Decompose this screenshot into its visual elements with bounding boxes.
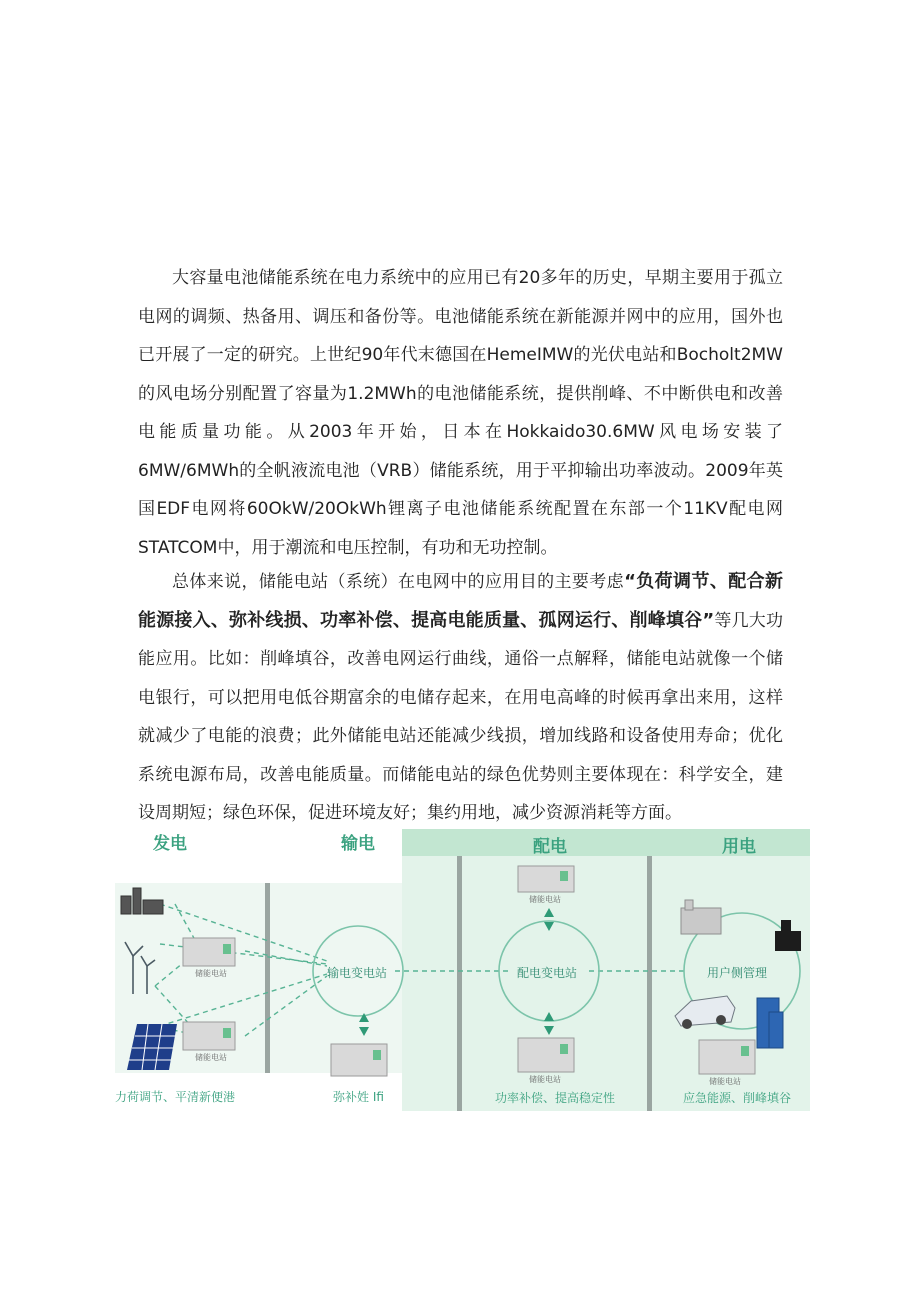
paragraph-summary-intro: 总体来说，储能电站（系统）在电网中的应用目的主要考虑 [172,572,625,592]
node-transmission-substation: 输电变电站 [327,966,388,980]
header-generation: 发电 [153,834,187,854]
storage-label: 储能电站 [195,969,227,978]
paragraph-summary-body: 等几大功能应用。比如：削峰填谷，改善电网运行曲线，通俗一点解释，储能电站就像一个储电银行，可以把用电低谷期富余的电储存起来，在用电高峰的时候再拿出来用，这样就减少了电能的浪费；此外储能电站还能减少线损，增加线路和设备使用寿命；优化系统电源布局，改善电能质量。而储能电站的绿色优势则主要体现在：科学安全，建设周期短；绿色环保，促进环境友好；集约用地，减少资源消耗等方面。 [138,610,784,823]
node-distribution-substation: 配电变电站 [517,966,578,980]
caption-generation: 力荷调节、平清新便港 [115,1090,236,1104]
caption-distribution: 功率补偿、提高稳定性 [495,1091,616,1105]
header-consumption: 用电 [722,837,756,857]
storage-label: 储能电站 [529,1075,561,1084]
storage-label: 储能电站 [709,1077,741,1086]
header-distribution: 配电 [533,837,567,857]
paragraph-summary [138,563,783,833]
caption-consumption: 应急能源、削峰填谷 [683,1091,792,1105]
header-transmission: 输电 [341,834,375,854]
caption-transmission: 弥补姓 Ifi [333,1090,384,1104]
paragraph-summary-emphasis: “负荷调节、配合新能源接入、弥补线损、功率补偿、提高电能质量、孤网运行、削峰填谷” [138,571,783,631]
grid-storage-diagram [115,826,810,1111]
storage-label: 储能电站 [529,895,561,904]
paragraph-history: 大容量电池储能系统在电力系统中的应用已有20多年的历史，早期主要用于孤立电网的调频、热备用、调压和备份等。电池储能系统在新能源并网中的应用，国外也已开展了一定的研究。上世纪90年代末德国在HemeIMW的光伏电站和Bocholt2MW的风电场分别配置了容量为1.2MWh的电池储能系统，提供削峰、不中断供电和改善电能质量功能。从2003年开始，日本在Hokkaido30.6MW风电场安装了6MW∕6MWh的全帆液流电池（VRB）储能系统，用于平抑输出功率波动。2009年英国EDF电网将60OkW/20OkWh锂离子电池储能系统配置在东部一个11KV配电网STATCOM中，用于潮流和电压控制，有功和无功控制。 [138,268,783,558]
storage-label: 储能电站 [195,1053,227,1062]
node-user-side-management: 用户侧管理 [707,966,768,980]
